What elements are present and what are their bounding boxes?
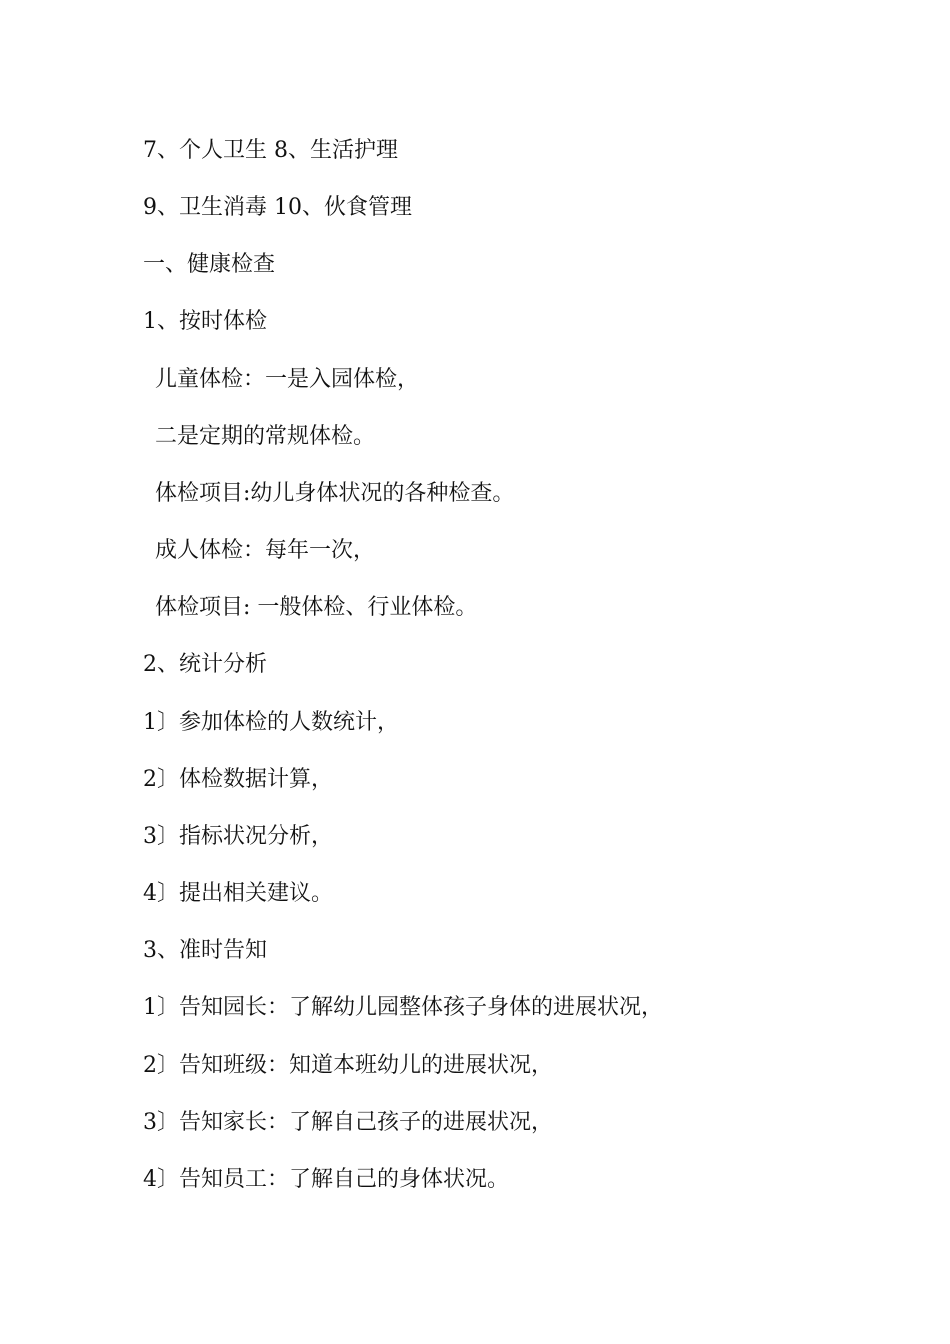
list-item: 7、个人卫生 8、生活护理	[143, 138, 398, 163]
paragraph: 二是定期的常规体检。	[155, 424, 376, 449]
paragraph: 体检项目: 一般体检、行业体检。	[155, 595, 478, 620]
list-item: 4〕提出相关建议。	[143, 881, 333, 906]
paragraph: 体检项目:幼儿身体状况的各种检查。	[155, 481, 515, 506]
subsection-heading: 2、统计分析	[143, 652, 267, 677]
list-item: 9、卫生消毒 10、伙食管理	[143, 195, 412, 220]
section-heading: 一、健康检查	[143, 252, 276, 277]
paragraph: 儿童体检：一是入园体检，	[155, 367, 420, 392]
list-item: 1〕参加体检的人数统计，	[143, 710, 399, 735]
paragraph: 成人体检：每年一次，	[155, 538, 376, 563]
subsection-heading: 1、按时体检	[143, 309, 267, 334]
list-item: 1〕告知园长：了解幼儿园整体孩子身体的进展状况，	[143, 995, 663, 1020]
list-item: 4〕告知员工：了解自己的身体状况。	[143, 1167, 509, 1192]
list-item: 3〕告知家长：了解自己孩子的进展状况，	[143, 1110, 553, 1135]
subsection-heading: 3、准时告知	[143, 938, 267, 963]
list-item: 2〕告知班级：知道本班幼儿的进展状况，	[143, 1053, 553, 1078]
list-item: 3〕指标状况分析，	[143, 824, 333, 849]
list-item: 2〕体检数据计算，	[143, 767, 333, 792]
